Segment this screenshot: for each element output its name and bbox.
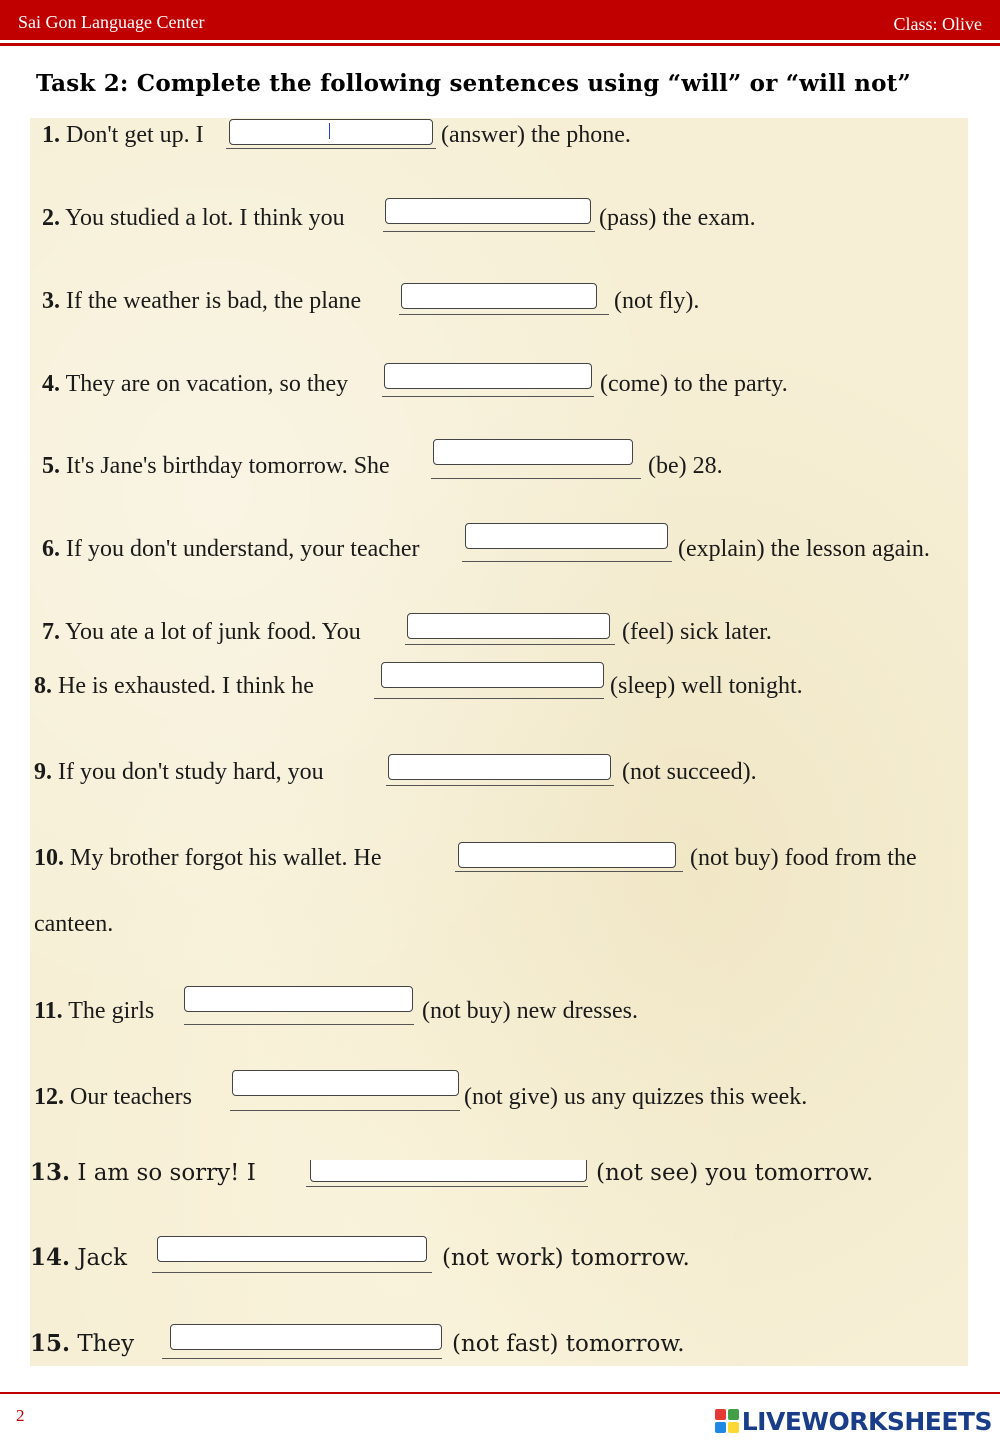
school-name: Sai Gon Language Center: [18, 12, 205, 32]
answer-input-8[interactable]: [381, 662, 604, 688]
answer-input-3[interactable]: [401, 283, 597, 309]
blank-underline: [226, 148, 436, 149]
answer-input-5[interactable]: [433, 439, 633, 465]
sentence-10: 10. My brother forgot his wallet. He: [34, 845, 382, 871]
blank-underline: [162, 1358, 442, 1359]
blank-underline: [462, 561, 672, 562]
sentence-7: 7. You ate a lot of junk food. You: [42, 619, 361, 645]
blank-underline: [386, 785, 614, 786]
sentence-2: 2. You studied a lot. I think you: [42, 205, 345, 231]
answer-input-1[interactable]: [229, 119, 433, 145]
sentence-9: 9. If you don't study hard, you: [34, 759, 324, 785]
sentence-8: 8. He is exhausted. I think he: [34, 673, 314, 699]
blank-underline: [184, 1024, 414, 1025]
sentence-5-hint: (be) 28.: [648, 453, 723, 479]
sentence-15-hint: (not fast) tomorrow.: [452, 1331, 685, 1357]
blank-underline: [455, 871, 683, 872]
sentence-8-hint: (sleep) well tonight.: [610, 673, 803, 699]
sentence-10-continuation: canteen.: [34, 911, 114, 937]
blank-underline: [306, 1186, 588, 1187]
answer-input-2[interactable]: [385, 198, 591, 224]
blank-underline: [374, 698, 604, 699]
blank-underline: [230, 1110, 460, 1111]
class-label: Class: Olive: [893, 14, 982, 34]
logo-text: LIVEWORKSHEETS: [741, 1406, 992, 1436]
answer-input-4[interactable]: [384, 363, 592, 389]
sentence-7-hint: (feel) sick later.: [622, 619, 772, 645]
sentence-15: 15. They: [30, 1330, 135, 1357]
answer-input-12[interactable]: [232, 1070, 459, 1096]
answer-input-13[interactable]: [310, 1160, 587, 1182]
answer-input-9[interactable]: [388, 754, 611, 780]
sentence-13: 13. I am so sorry! I: [30, 1159, 256, 1186]
logo-grid-icon: [715, 1409, 739, 1433]
liveworksheets-logo: [715, 1404, 992, 1438]
answer-input-14[interactable]: [157, 1236, 427, 1262]
sentence-6: 6. If you don't understand, your teacher: [42, 536, 420, 562]
sentence-4: 4. They are on vacation, so they: [42, 371, 349, 397]
sentence-2-hint: (pass) the exam.: [599, 205, 756, 231]
page-number: 2: [16, 1406, 25, 1425]
sentence-9-hint: (not succeed).: [622, 759, 757, 785]
sentence-3: 3. If the weather is bad, the plane: [42, 288, 362, 314]
blank-underline: [152, 1272, 432, 1273]
answer-input-11[interactable]: [184, 986, 413, 1012]
sentence-13-hint: (not see) you tomorrow.: [596, 1160, 874, 1186]
answer-input-10[interactable]: [458, 842, 676, 868]
sentence-14-hint: (not work) tomorrow.: [442, 1245, 690, 1271]
blank-underline: [383, 231, 595, 232]
sentence-4-hint: (come) to the party.: [600, 371, 788, 397]
answer-input-7[interactable]: [407, 613, 610, 639]
blank-underline: [431, 478, 641, 479]
sentence-11: 11. The girls: [34, 998, 155, 1024]
sentence-12: 12. Our teachers: [34, 1084, 192, 1110]
sentence-10-hint: (not buy) food from the: [690, 845, 917, 871]
footer-divider: [0, 1392, 1000, 1394]
sentence-12-hint: (not give) us any quizzes this week.: [464, 1084, 808, 1110]
blank-underline: [399, 314, 609, 315]
sentence-6-hint: (explain) the lesson again.: [678, 536, 930, 562]
sentence-1-hint: (answer) the phone.: [441, 122, 631, 148]
sentence-3-hint: (not fly).: [614, 288, 700, 314]
sentence-1: 1. Don't get up. I: [42, 122, 204, 148]
answer-input-6[interactable]: [465, 523, 668, 549]
sentence-5: 5. It's Jane's birthday tomorrow. She: [42, 453, 390, 479]
page-header: [0, 0, 1000, 40]
text-cursor: [329, 123, 330, 139]
blank-underline: [382, 396, 594, 397]
answer-input-15[interactable]: [170, 1324, 442, 1350]
header-divider: [0, 43, 1000, 46]
sentence-11-hint: (not buy) new dresses.: [422, 998, 638, 1024]
blank-underline: [405, 644, 615, 645]
sentence-14: 14. Jack: [30, 1244, 128, 1271]
task-title: Task 2: Complete the following sentences using “will” or “will not”: [36, 70, 911, 97]
